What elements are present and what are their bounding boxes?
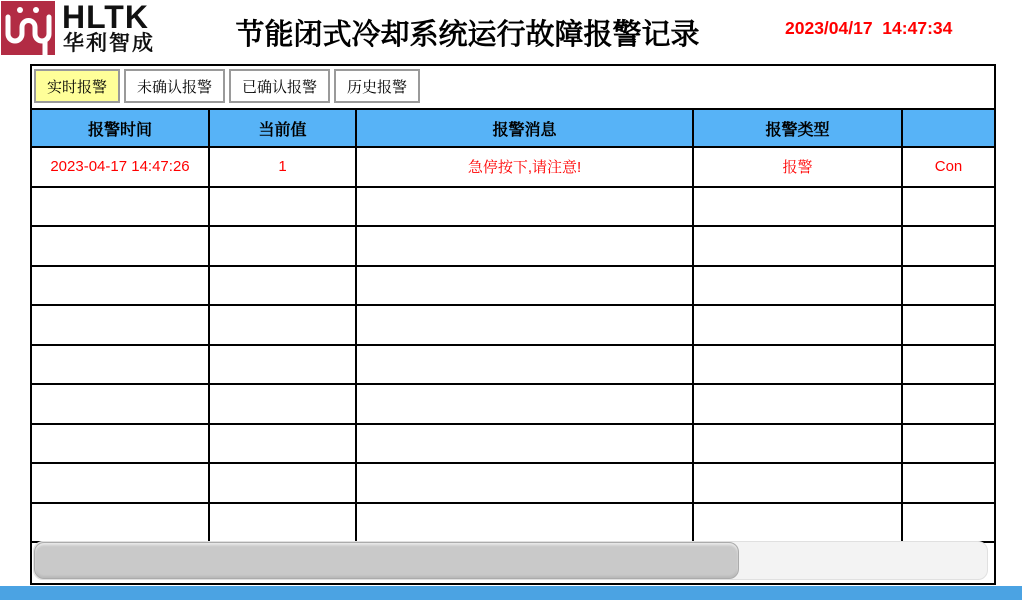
empty-cell bbox=[209, 424, 356, 464]
empty-row bbox=[32, 424, 994, 464]
empty-cell bbox=[32, 345, 209, 385]
empty-cell bbox=[32, 305, 209, 345]
alarm-row[interactable] bbox=[32, 147, 994, 187]
tab-realtime-alarms[interactable]: 实时报警 bbox=[34, 69, 120, 103]
empty-cell bbox=[693, 226, 902, 266]
empty-cell bbox=[32, 503, 209, 543]
alarm-table-body bbox=[32, 147, 994, 542]
tab-history-alarms[interactable]: 历史报警 bbox=[334, 69, 420, 103]
empty-cell bbox=[693, 266, 902, 306]
empty-row bbox=[32, 384, 994, 424]
alarm-table-header bbox=[32, 109, 994, 147]
empty-cell bbox=[693, 463, 902, 503]
tab-acknowledged-alarms[interactable]: 已确认报警 bbox=[229, 69, 330, 103]
tab-bar bbox=[34, 69, 420, 103]
empty-row bbox=[32, 226, 994, 266]
empty-cell bbox=[356, 266, 693, 306]
empty-cell bbox=[356, 187, 693, 227]
empty-cell bbox=[693, 503, 902, 543]
empty-cell bbox=[209, 187, 356, 227]
empty-cell bbox=[32, 187, 209, 227]
empty-cell bbox=[693, 187, 902, 227]
empty-row bbox=[32, 266, 994, 306]
alarm-cell-type: 报警 bbox=[693, 147, 902, 187]
empty-cell bbox=[902, 503, 994, 543]
horizontal-scrollbar-thumb[interactable] bbox=[34, 542, 739, 579]
empty-cell bbox=[902, 384, 994, 424]
column-header bbox=[902, 109, 994, 147]
empty-cell bbox=[356, 226, 693, 266]
column-header: 当前值 bbox=[209, 109, 356, 147]
alarm-cell-time: 2023-04-17 14:47:26 bbox=[32, 147, 209, 187]
datetime-display: 2023/04/17 14:47:34 bbox=[785, 18, 953, 38]
empty-cell bbox=[693, 305, 902, 345]
empty-cell bbox=[356, 345, 693, 385]
empty-cell bbox=[902, 463, 994, 503]
empty-cell bbox=[32, 424, 209, 464]
empty-cell bbox=[32, 463, 209, 503]
column-header: 报警类型 bbox=[693, 109, 902, 147]
empty-row bbox=[32, 187, 994, 227]
empty-cell bbox=[32, 226, 209, 266]
alarm-panel bbox=[30, 64, 996, 585]
empty-cell bbox=[356, 463, 693, 503]
empty-cell bbox=[209, 305, 356, 345]
empty-cell bbox=[209, 503, 356, 543]
empty-cell bbox=[693, 345, 902, 385]
page-title: 节能闭式冷却系统运行故障报警记录 bbox=[235, 19, 700, 51]
tab-unacknowledged-alarms[interactable]: 未确认报警 bbox=[124, 69, 225, 103]
column-header: 报警时间 bbox=[32, 109, 209, 147]
empty-cell bbox=[902, 226, 994, 266]
alarm-cell-value: 1 bbox=[209, 147, 356, 187]
column-header: 报警消息 bbox=[356, 109, 693, 147]
empty-cell bbox=[902, 424, 994, 464]
empty-cell bbox=[209, 463, 356, 503]
horizontal-scrollbar-track[interactable] bbox=[33, 541, 988, 580]
empty-cell bbox=[902, 305, 994, 345]
empty-cell bbox=[693, 424, 902, 464]
empty-cell bbox=[902, 266, 994, 306]
company-logo-icon bbox=[1, 1, 55, 55]
empty-cell bbox=[209, 384, 356, 424]
empty-cell bbox=[902, 187, 994, 227]
empty-cell bbox=[32, 266, 209, 306]
alarm-table bbox=[32, 108, 994, 543]
empty-cell bbox=[902, 345, 994, 385]
empty-cell bbox=[209, 226, 356, 266]
alarm-cell-extra: Con bbox=[902, 147, 994, 187]
empty-row bbox=[32, 463, 994, 503]
alarm-cell-message: 急停按下,请注意! bbox=[356, 147, 693, 187]
empty-cell bbox=[209, 266, 356, 306]
empty-cell bbox=[693, 384, 902, 424]
empty-row bbox=[32, 305, 994, 345]
empty-cell bbox=[356, 305, 693, 345]
empty-cell bbox=[32, 384, 209, 424]
empty-row bbox=[32, 345, 994, 385]
empty-cell bbox=[356, 384, 693, 424]
empty-cell bbox=[209, 345, 356, 385]
brand-text-chinese: 华利智成 bbox=[63, 32, 155, 55]
empty-cell bbox=[356, 503, 693, 543]
empty-row bbox=[32, 503, 994, 543]
brand-text: HLTK bbox=[62, 0, 149, 35]
logo-glyph bbox=[1, 1, 55, 55]
empty-cell bbox=[356, 424, 693, 464]
bottom-nav-bar bbox=[0, 586, 1022, 600]
